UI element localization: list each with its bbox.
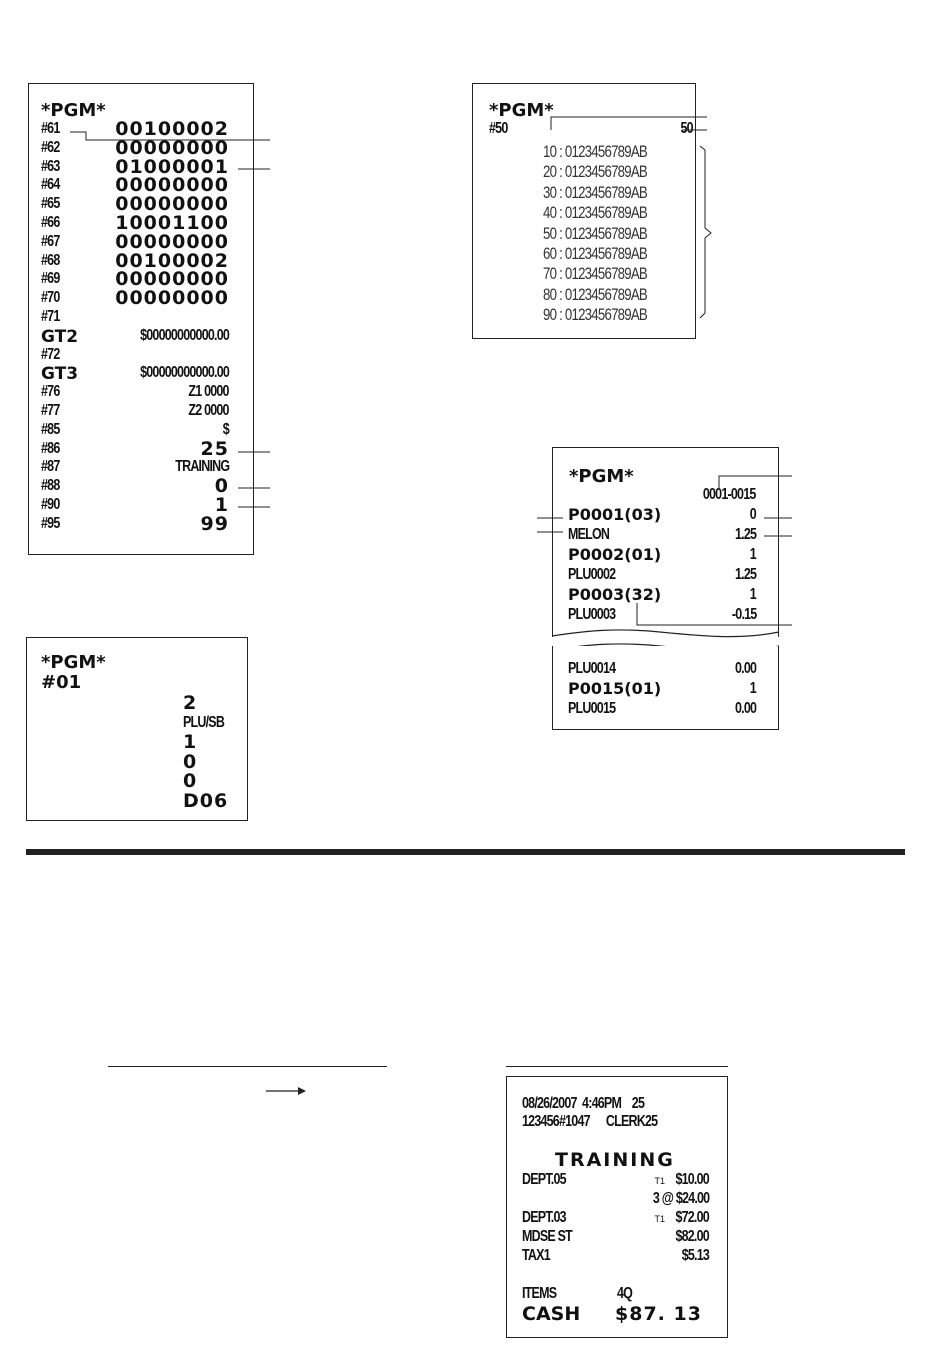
row-label: #77 [41,402,60,419]
list-item: 40 : 0123456789AB [543,203,647,223]
row-value: 1.25 [734,526,756,543]
receipt-plu-list [552,447,779,637]
row-label: PLU0003 [568,606,616,623]
setting-value: PLU/SB [183,713,225,731]
cash-value: $87. 13 [615,1303,702,1325]
line-amount: 3 @ $24.00 [652,1190,709,1207]
list-item: 80 : 0123456789AB [543,284,647,304]
line-label: DEPT.05 [522,1171,566,1188]
row-value: $00000000000.00 [140,364,229,382]
row-label: #95 [41,514,60,532]
header-label: #50 [489,120,508,137]
tax-flag: T1 [654,1214,665,1224]
row-value: -0.15 [731,606,756,623]
row-label: #63 [41,157,60,175]
row-value: 10001100 [115,212,229,234]
row-value: $ [222,420,229,438]
row-value: 0.00 [734,700,756,717]
row-value: 00000000 [115,268,229,291]
row-value: 00000000 [115,230,229,253]
line-label: DEPT.03 [522,1209,566,1226]
row-label: P0003(32) [568,585,662,604]
row-label: P0001(03) [568,505,662,524]
row-value: $00000000000.00 [140,326,229,344]
receipt-training-sale [506,1076,728,1338]
range-value: 0001-0015 [703,486,756,503]
list-item: 30 : 0123456789AB [543,182,647,202]
row-value: 0.00 [734,660,756,677]
row-value: 00100002 [115,249,229,272]
row-value: Z2 0000 [188,402,229,419]
row-label: MELON [568,526,610,543]
row-value: TRAINING [174,458,229,476]
line-label: MDSE ST [522,1228,573,1245]
row-value: 00000000 [115,136,229,159]
row-value: 00000000 [115,287,229,310]
row-label: #72 [41,345,60,363]
receipt-title: *PGM* [41,652,106,673]
receipt-header: #01 [41,672,82,693]
receipt-title: *PGM* [569,466,634,487]
row-value: 1 [214,494,229,516]
list-item: 50 : 0123456789AB [543,223,647,243]
row-label: #61 [41,120,60,137]
mode-label: TRAINING [555,1149,675,1171]
row-label: P0015(01) [568,679,662,698]
setting-value: 0 [183,750,198,773]
row-label: #68 [41,251,60,269]
row-label: #64 [41,176,60,194]
row-label: PLU0002 [568,566,616,583]
list-item: 90 : 0123456789AB [543,305,647,325]
receipt-pgm-settings [28,83,254,555]
row-label: #87 [41,458,60,476]
row-label: PLU0015 [568,700,616,717]
row-value: 1 [749,546,756,563]
line-label: TAX1 [522,1247,550,1264]
row-label: #85 [41,420,60,438]
line-amount: $10.00 [675,1171,709,1188]
row-label: #71 [41,308,60,325]
row-label: #65 [41,195,60,213]
row-label: #62 [41,138,60,156]
row-label: #88 [41,477,60,495]
row-label: #76 [41,383,60,401]
line-amount: $72.00 [675,1209,709,1226]
setting-value: 0 [183,770,198,792]
row-value: Z1 0000 [188,383,229,401]
receipt-title: *PGM* [41,100,106,121]
row-label: #66 [41,214,60,231]
id-line: 123456#1047 CLERK25 [522,1113,658,1130]
list-item: 20 : 0123456789AB [543,162,647,182]
setting-value: D06 [183,789,229,812]
underline-left [108,1066,387,1067]
underline-right [506,1066,728,1067]
row-label: P0002(01) [568,545,662,564]
row-value: 1 [749,586,756,603]
receipt-pgm-01 [26,637,248,821]
row-label: #70 [41,289,60,307]
list-item: 10 : 0123456789AB [543,142,647,161]
row-label: #86 [41,439,60,457]
tax-flag: T1 [654,1176,665,1186]
row-label: PLU0014 [568,660,616,677]
row-value: 1.25 [734,566,756,583]
row-label: #69 [41,270,60,288]
date-line: 08/26/2007 4:46PM 25 [522,1095,645,1112]
items-label: ITEMS [522,1285,557,1302]
section-divider [26,849,905,855]
row-value: 00000000 [115,174,229,197]
row-value: 00000000 [115,193,229,216]
row-label: #67 [41,232,60,250]
setting-value: 2 [183,692,198,714]
line-amount: $5.13 [681,1247,709,1264]
setting-value: 1 [183,731,198,753]
line-amount: $82.00 [675,1228,709,1245]
receipt-title: *PGM* [489,100,554,121]
list-item: 70 : 0123456789AB [543,264,647,284]
receipt-pgm-50 [472,83,696,339]
row-value: 00100002 [115,118,229,140]
row-value: 0 [214,475,229,498]
list-item: 60 : 0123456789AB [543,244,647,263]
items-value: 4Q [617,1285,633,1302]
row-label: #90 [41,496,60,513]
row-label: GT2 [41,326,79,347]
receipt-plu-list-end [552,646,779,730]
cash-label: CASH [522,1303,581,1325]
header-value: 50 [680,120,693,137]
row-label: GT3 [41,364,79,385]
row-value: 01000001 [115,155,229,178]
row-value: 25 [200,437,229,460]
row-value: 0 [749,506,756,523]
row-value: 1 [749,680,756,697]
row-value: 99 [200,512,229,535]
